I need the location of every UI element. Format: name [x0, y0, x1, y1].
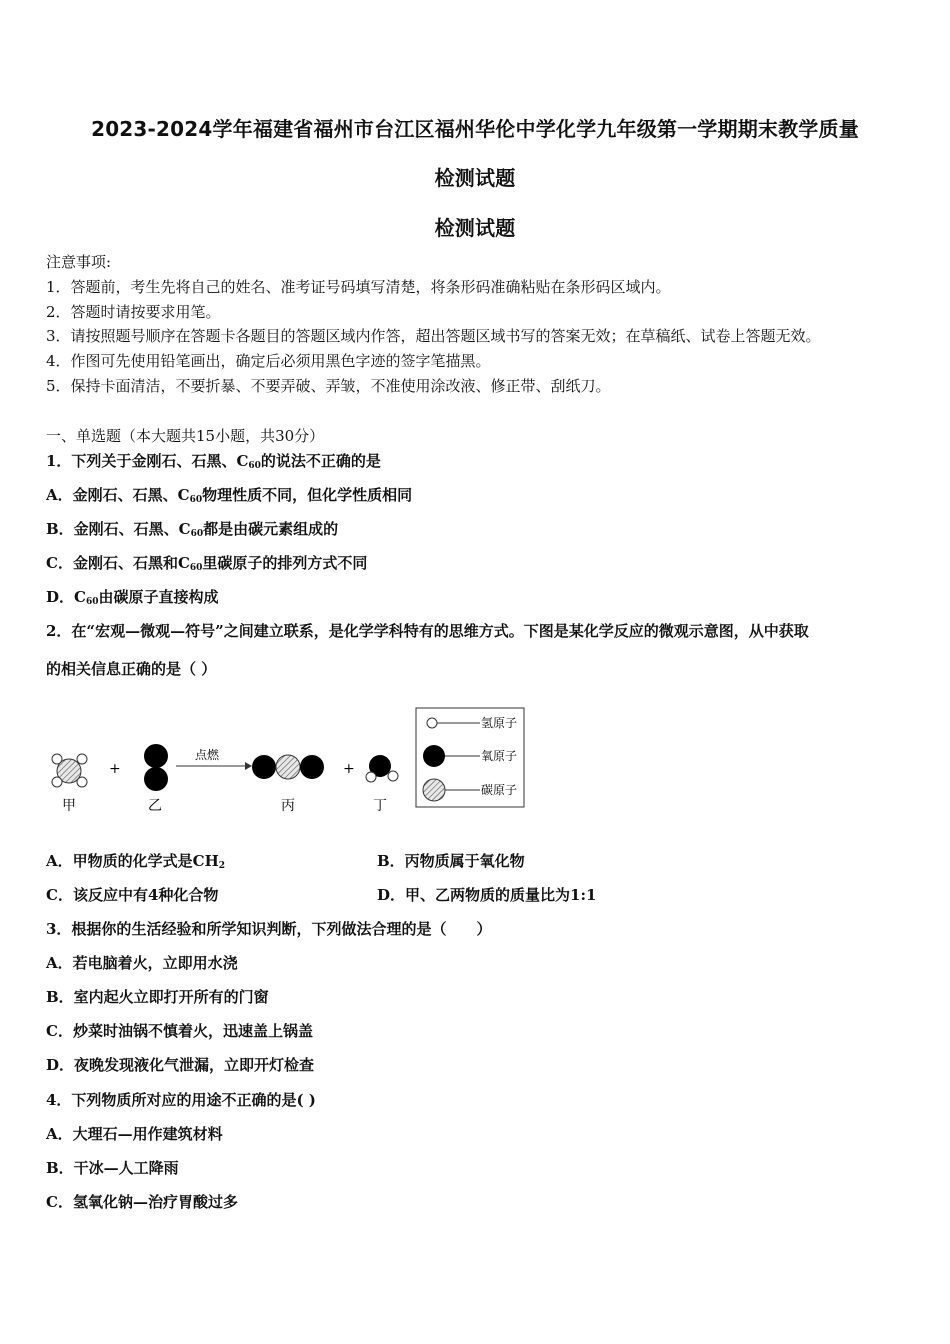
question-3-option-c: C．炒菜时油锅不慎着火，迅速盖上锅盖	[46, 1022, 313, 1040]
question-1-option-b: B．金刚石、石黑、$C_{60}$都是由碳元素组成的	[46, 520, 339, 539]
question-2-option-b: B．丙物质属于氧化物	[377, 852, 525, 870]
label-jia: 甲	[62, 798, 76, 814]
molecule-bing	[252, 755, 324, 779]
note-item: 3．请按照题号顺序在答题卡各题目的答题区域内作答，超出答题区域书写的答案无效；在草稿纸、试卷上答题无效。	[46, 327, 821, 345]
label-bing: 丙	[281, 798, 295, 814]
note-item: 5．保持卡面清洁，不要折暴、不要弄破、弄皱，不准使用涂改液、修正带、刮纸刀。	[46, 377, 611, 395]
question-1-stem: 1．下列关于金刚石、石黑、$C_{60}$的说法不正确的是	[46, 452, 381, 471]
reaction-arrow	[176, 762, 252, 770]
question-4-option-a: A．大理石—用作建筑材料	[46, 1125, 223, 1143]
label-ding: 丁	[373, 798, 387, 814]
question-2-option-a: A．甲物质的化学式是$CH_2$	[46, 852, 226, 871]
plus-sign-2: +	[343, 761, 355, 777]
note-item: 1．答题前，考生先将自己的姓名、准考证号码填写清楚，将条形码准确粘贴在条形码区域内。	[46, 278, 671, 296]
question-3-option-d: D．夜晚发现液化气泄漏，立即开灯检查	[46, 1056, 315, 1074]
plus-sign: +	[109, 761, 121, 777]
legend-carbon: 碳原子	[481, 783, 518, 797]
exam-subtitle: 检测试题	[434, 166, 516, 190]
question-1-option-c: C．金刚石、石黑和$C_{60}$里碳原子的排列方式不同	[46, 554, 368, 573]
question-4-option-b: B．干冰—人工降雨	[46, 1159, 179, 1177]
legend-hydrogen: 氢原子	[481, 716, 518, 730]
question-3-option-a: A．若电脑着火，立即用水浇	[46, 954, 238, 972]
question-4-option-c: C．氢氧化钠—治疗胃酸过多	[46, 1193, 238, 1211]
notes-heading: 注意事项:	[46, 253, 112, 271]
question-2-option-d: D．甲、乙两物质的质量比为1:1	[377, 886, 597, 904]
question-3-stem: 3．根据你的生活经验和所学知识判断，下列做法合理的是（ ）	[46, 920, 492, 938]
reaction-diagram	[40, 700, 540, 820]
question-2-stem: 2．在“宏观—微观—符号”之间建立联系，是化学学科特有的思维方式。下图是某化学反应的微观示意图，从中获取	[46, 622, 809, 640]
question-4-stem: 4．下列物质所对应的用途不正确的是( )	[46, 1091, 316, 1109]
question-1-option-d: D．$C_{60}$由碳原子直接构成	[46, 588, 219, 607]
note-item: 2．答题时请按要求用笔。	[46, 303, 221, 321]
label-yi: 乙	[148, 798, 162, 814]
arrow-label: 点燃	[195, 748, 220, 762]
molecule-jia	[52, 754, 87, 787]
exam-subtitle-repeat: 检测试题	[434, 216, 516, 240]
molecule-ding	[366, 755, 398, 782]
section-heading: 一、单选题（本大题共15小题，共30分）	[46, 427, 325, 445]
exam-title: 2023-2024学年福建省福州市台江区福州华伦中学化学九年级第一学期期末教学质量	[91, 117, 859, 141]
note-item: 4．作图可先使用铅笔画出，确定后必须用黑色字迹的签字笔描黑。	[46, 352, 491, 370]
molecule-yi	[144, 744, 168, 791]
question-2-stem-cont: 的相关信息正确的是（ ）	[46, 660, 217, 678]
question-1-option-a: A．金刚石、石黑、$C_{60}$物理性质不同，但化学性质相同	[46, 486, 413, 505]
question-2-option-c: C．该反应中有4种化合物	[46, 886, 219, 904]
question-3-option-b: B．室内起火立即打开所有的门窗	[46, 988, 269, 1006]
legend-oxygen: 氧原子	[481, 749, 518, 763]
